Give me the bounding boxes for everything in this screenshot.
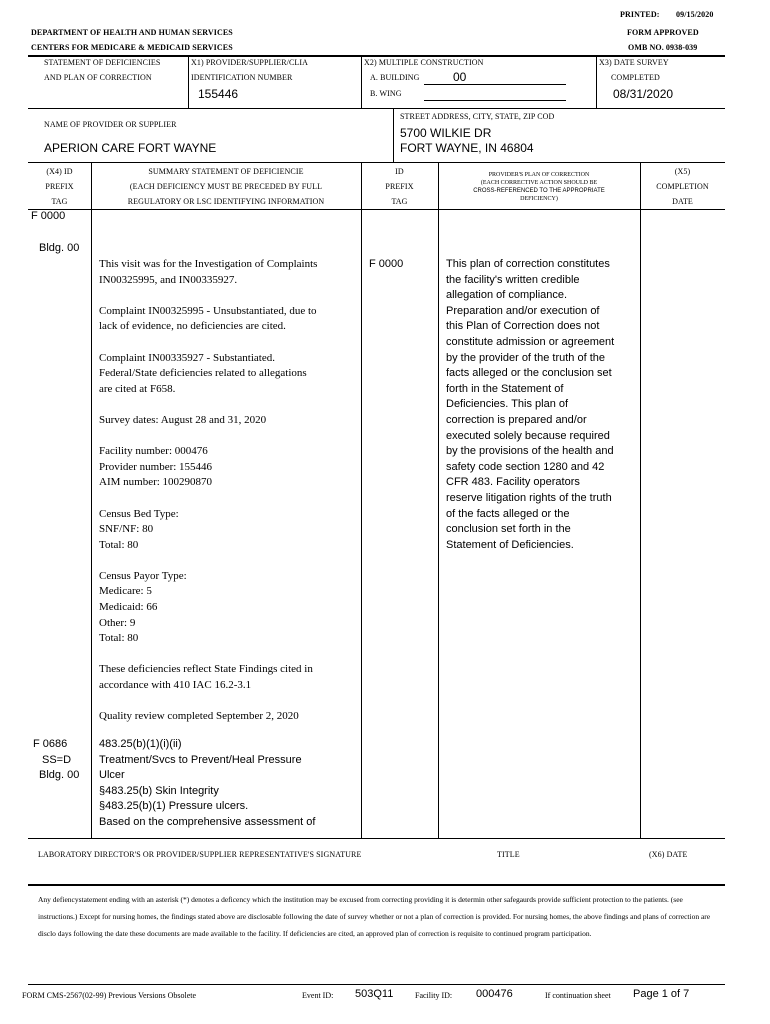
col-divider-summary [361,162,362,838]
summary-header-3: REGULATORY OR LSC IDENTIFYING INFORMATION [127,197,325,206]
entry2-severity: SS=D [42,754,72,766]
entry1-id-tag: F 0000 [369,258,404,270]
wing-label: B. WING [370,89,402,98]
address-label: STREET ADDRESS, CITY, STATE, ZIP COD [400,112,555,121]
signature-bottom-rule [28,884,725,886]
col-divider-prefix [91,162,92,838]
row2-bottom-rule [28,162,725,163]
row1-bottom-rule [28,108,725,109]
statement-label-1: STATEMENT OF DEFICIENCIES [44,58,161,67]
col-divider-plan [640,162,641,838]
entry1-summary: This visit was for the Investigation of Complaints IN00325995, and IN00335927. Complaint IN00325995 - Unsubstantiated, due to lack of evidence, no deficiencies are cited. Complaint IN00335927 - Substantiated. Federal/State deficiencies related to allegations are cited at F658. Survey dates: August 28 and 31, 2020 Facility number: 000476 Provider number: 155446 AIM number: 100290870 Census Bed Type: SNF/NF: 80 Total: 80 Census Payor Type: Medicare: 5 Medicaid: 66 Other: 9 Total: 80 These deficiencies reflect State Findings cited in accordance with 410 IAC 16.2-3.1 Quality review completed September 2, 2020 [99,258,318,723]
disclaimer-text: Any defiencystatement ending with an asterisk (*) denotes a deficency which the institution may be excused from correcting providing it is determin other safegaurds provide sufficient protection to the patients. (see instructions.) Except for nursing homes, the findings stated above are disclosable following the date of survey whether or not a plan of correction is provided. For nursing homes, the above findings and plans of correction are disclo days following the date these documents are made available to the facility. If deficiencies are cited, an approved plan of correction is requisite to continued program participation. [38,895,711,938]
id-header-1: ID [395,167,404,176]
x1-label-2: IDENTIFICATION NUMBER [191,73,293,82]
entry1-tag: F 0000 [31,210,66,222]
row1-divider-2 [361,56,362,108]
plan-header-1: PROVIDER'S PLAN OF CORRECTION [488,172,590,178]
provider-name-label: NAME OF PROVIDER OR SUPPLIER [44,120,177,129]
x5-header-1: (X5) [674,167,691,176]
row2-divider [393,108,394,162]
summary-header-2: (EACH DEFICIENCY MUST BE PRECEDED BY FULL [129,182,323,191]
id-header-2: PREFIX [385,182,414,191]
plan-header-3: CROSS-REFERENCED TO THE APPROPRIATE [473,188,605,194]
facility-id-value: 000476 [476,988,513,1000]
x2-label: X2) MULTIPLE CONSTRUCTION [364,58,484,67]
facility-id-label: Facility ID: [415,991,453,1000]
footer-rule [28,984,725,985]
printed-date: 09/15/2020 [676,10,714,19]
wing-underline [424,100,566,101]
summary-header-1: SUMMARY STATEMENT OF DEFICIENCIE [148,167,304,176]
continuation-label: If continuation sheet [545,991,611,1000]
address-line-2: FORT WAYNE, IN 46804 [400,141,534,155]
centers-title: CENTERS FOR MEDICARE & MEDICAID SERVICES [31,43,233,52]
entry1-bldg: Bldg. 00 [39,242,80,254]
plan-header-2: (EACH CORRECTIVE ACTION SHOULD BE [480,180,598,186]
printed-label: PRINTED: [620,10,660,19]
provider-name: APERION CARE FORT WAYNE [44,141,217,155]
x3-label-2: COMPLETED [611,73,660,82]
building-value: 00 [453,70,467,84]
page-number: Page 1 of 7 [633,988,690,1000]
x5-header-2: COMPLETION [656,182,709,191]
department-title: DEPARTMENT OF HEALTH AND HUMAN SERVICES [31,28,233,37]
address-line-1: 5700 WILKIE DR [400,126,492,140]
entry2-bldg: Bldg. 00 [39,769,80,781]
x4-header-2: PREFIX [45,182,74,191]
table-top-rule [28,55,725,57]
id-header-3: TAG [391,197,408,206]
building-underline [424,84,566,85]
x4-header-1: (X4) ID [46,167,73,176]
entry2-summary: 483.25(b)(1)(i)(ii) Treatment/Svcs to Prevent/Heal Pressure Ulcer §483.25(b) Skin Integrity §483.25(b)(1) Pressure ulcers. Based on the comprehensive assessment of [99,738,316,828]
statement-label-2: AND PLAN OF CORRECTION [44,73,152,82]
signature-label: LABORATORY DIRECTOR'S OR PROVIDER/SUPPLIER REPRESENTATIVE'S SIGNATURE [38,850,362,859]
x4-header-3: TAG [51,197,68,206]
survey-completed-date: 08/31/2020 [613,87,674,101]
event-id-label: Event ID: [302,991,334,1000]
omb-number: OMB NO. 0938-039 [628,43,698,52]
row1-divider-3 [596,56,597,108]
x5-header-3: DATE [672,197,693,206]
title-label: TITLE [497,850,520,859]
column-header-bottom-rule [28,209,725,210]
event-id-value: 503Q11 [355,988,394,1000]
plan-header-4: DEFICIENCY) [520,196,558,202]
entry2-tag: F 0686 [33,738,68,750]
x1-label-1: X1) PROVIDER/SUPPLIER/CLIA [191,58,309,67]
form-approved: FORM APPROVED [627,28,699,37]
entry1-plan: This plan of correction constitutes the facility's written credible allegation of compliance. Preparation and/or execution of this Plan of Correction does not constitute admission or agreement by the provider of the truth of the facts alleged or the conclusion set forth in the Statement of Deficiencies. This plan of correction is prepared and/or executed solely because required by the provisions of the health and safety code section 1280 and 42 CFR 483. Facility operators reserve litigation rights of the truth of the facts alleged or the conclusion set forth in the Statement of Deficiencies. [446,258,615,551]
table-bottom-rule [28,838,725,839]
x3-label-1: X3) DATE SURVEY [599,58,669,67]
col-divider-id [438,162,439,838]
form-number: FORM CMS-2567(02-99) Previous Versions Obsolete [22,991,197,1000]
row1-divider-1 [188,56,189,108]
date-label: (X6) DATE [649,850,688,859]
building-label: A. BUILDING [370,73,420,82]
provider-number: 155446 [198,87,239,101]
